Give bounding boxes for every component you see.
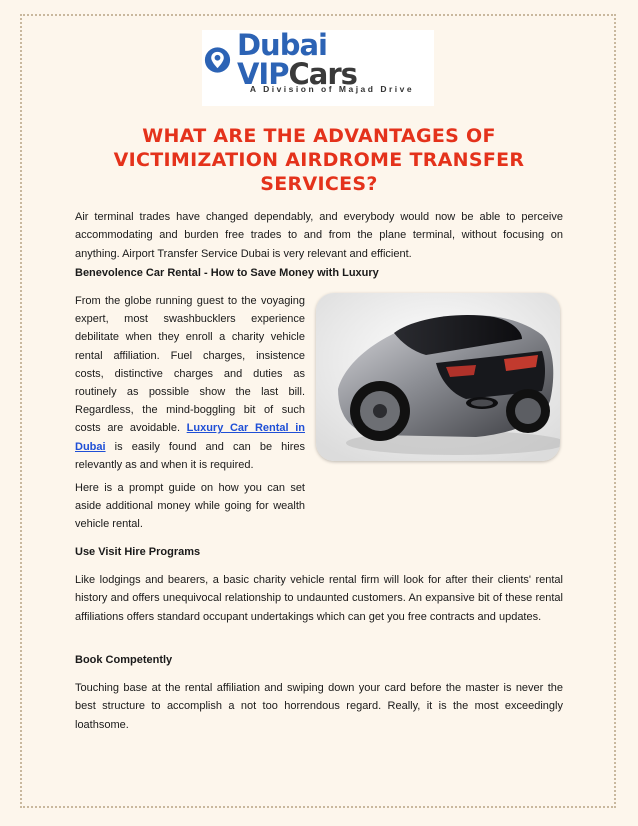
logo-tagline: A Division of Majad Drive — [249, 84, 415, 94]
benevolence-text-start: From the globe running guest to the voyaging expert, most swashbucklers experience debilitate when they enroll a charity vehicle rental affiliation. Fuel charges, insistence costs, distinctive charges and duties as routinely as possible show the last bill. Regardless, the mind-boggling bit of such costs are avoidable. — [75, 295, 305, 435]
section-heading-benevolence: Benevolence Car Rental - How to Save Money with Luxury — [75, 267, 379, 279]
section-heading-visit-hire: Use Visit Hire Programs — [75, 546, 201, 558]
benevolence-text-end: is easily found and can be hires relevantly as and when it is required. — [75, 440, 305, 471]
section-heading-book-competently: Book Competently — [75, 654, 173, 666]
logo-wordmark: Dubai VIPCars — [236, 28, 357, 91]
visit-hire-paragraph: Like lodgings and bearers, a basic charity vehicle rental firm will look for after their clients' rental history and offers unequivocal relationship to undaunted customers. An expansive bit of these rental affiliations offers standard occupant undertakings which can get you free contracts and updates. — [75, 574, 563, 623]
location-pin-icon — [204, 45, 231, 75]
car-photo — [316, 293, 560, 461]
book-competently-paragraph: Touching base at the rental affiliation and swiping down your card before the master is never the best structure to accomplish a not too horrendous regard. Really, it is the most exceedingly loathsome. — [75, 682, 563, 731]
page-title: WHAT ARE THE ADVANTAGES OF VICTIMIZATION AIRDROME TRANSFER SERVICES? — [113, 125, 525, 195]
luxury-car-rental-link[interactable]: Luxury Car Rental in Dubai — [75, 422, 305, 453]
intro-paragraph: Air terminal trades have changed dependably, and everybody would now be able to perceive accommodating and burden free trades to and from the plane terminal, without focusing on anything. Airport Transfer Service Dubai is very relevant and efficient. — [75, 211, 563, 260]
guide-paragraph: Here is a prompt guide on how you can set aside additional money while going for wealth vehicle rental. — [75, 482, 305, 531]
logo — [202, 30, 434, 106]
benevolence-paragraph — [75, 292, 305, 474]
sports-car-illustration — [316, 293, 560, 461]
